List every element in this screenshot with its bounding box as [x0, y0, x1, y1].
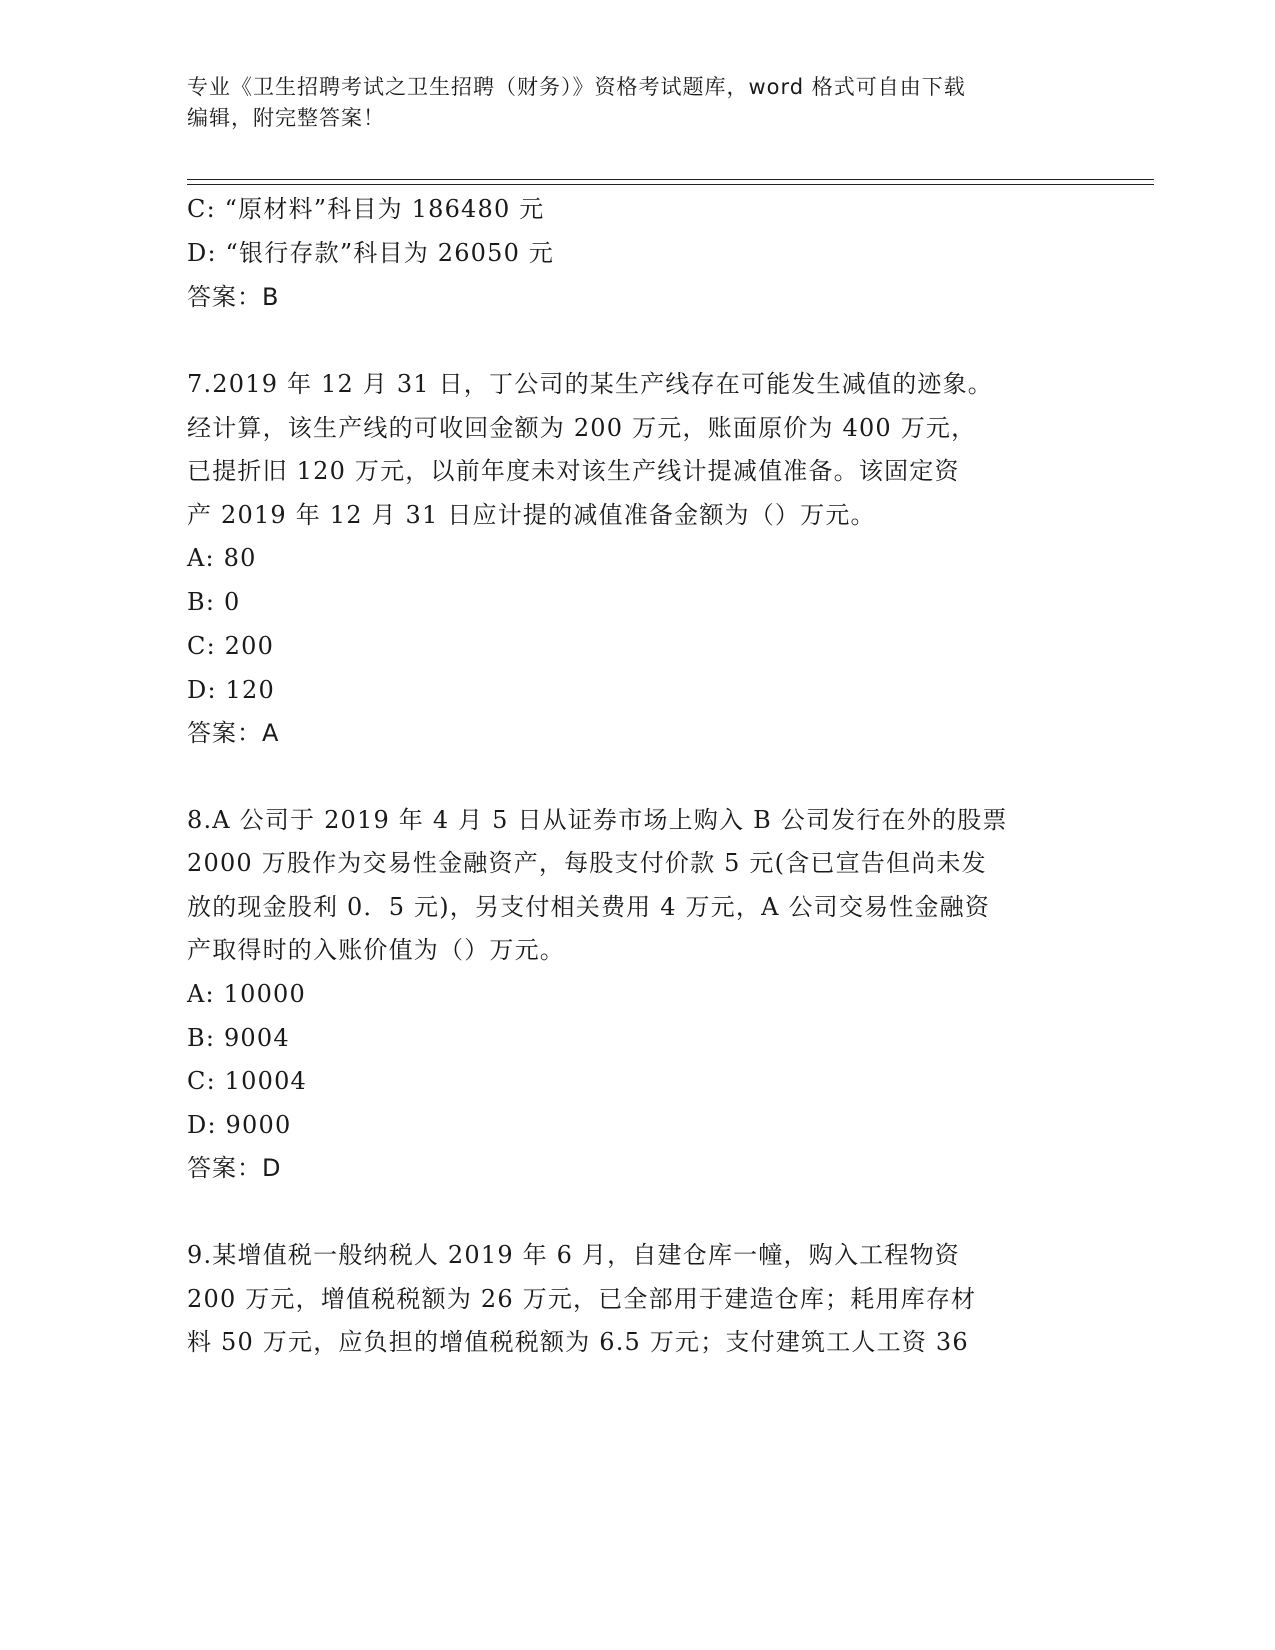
q8-stem-line-3: 放的现金股利 0．5 元)，另支付相关费用 4 万元，A 公司交易性金融资: [187, 893, 991, 921]
q8-stem-line-2: 2000 万股作为交易性金融资产，每股支付价款 5 元(含已宣告但尚未发: [187, 849, 987, 877]
q9-stem-line-1: 9.某增值税一般纳税人 2019 年 6 月，自建仓库一幢，购入工程物资: [187, 1241, 960, 1269]
q8-option-b: B: 9004: [187, 1024, 290, 1052]
q7-option-b: B: 0: [187, 588, 241, 616]
q8-option-c: C: 10004: [187, 1067, 308, 1095]
header-line-1: 专业《卫生招聘考试之卫生招聘（财务）》资格考试题库，word 格式可自由下载: [187, 75, 966, 99]
q6-answer: 答案：B: [187, 283, 280, 311]
q7-stem-line-2: 经计算，该生产线的可收回金额为 200 万元，账面原价为 400 万元，: [187, 414, 977, 442]
q9-stem-line-3: 料 50 万元，应负担的增值税税额为 6.5 万元；支付建筑工人工资 36: [187, 1328, 969, 1356]
header-rule-bottom: [187, 184, 1154, 185]
q8-stem-line-4: 产取得时的入账价值为（）万元。: [187, 936, 565, 964]
q8-answer: 答案：D: [187, 1154, 282, 1182]
q7-option-d: D: 120: [187, 676, 275, 704]
q7-stem-line-1: 7.2019 年 12 月 31 日，丁公司的某生产线存在可能发生减值的迹象。: [187, 370, 993, 398]
q6-option-d: D: “银行存款”科目为 26050 元: [187, 239, 555, 267]
header-rule-top: [187, 179, 1154, 180]
q8-stem-line-1: 8.A 公司于 2019 年 4 月 5 日从证券市场上购入 B 公司发行在外的股票: [187, 806, 1008, 834]
q7-option-c: C: 200: [187, 632, 275, 660]
q7-answer: 答案：A: [187, 719, 280, 747]
header-line-2: 编辑，附完整答案！: [187, 106, 385, 130]
q7-stem-line-4: 产 2019 年 12 月 31 日应计提的减值准备金额为（）万元。: [187, 501, 876, 529]
q7-option-a: A: 80: [187, 544, 257, 572]
q8-option-a: A: 10000: [187, 980, 306, 1008]
q7-stem-line-3: 已提折旧 120 万元，以前年度未对该生产线计提减值准备。该固定资: [187, 457, 960, 485]
document-header: [187, 72, 1067, 134]
q6-option-c: C: “原材料”科目为 186480 元: [187, 195, 545, 223]
q8-option-d: D: 9000: [187, 1111, 292, 1139]
q9-stem-line-2: 200 万元，增值税税额为 26 万元，已全部用于建造仓库；耗用库存材: [187, 1285, 977, 1313]
